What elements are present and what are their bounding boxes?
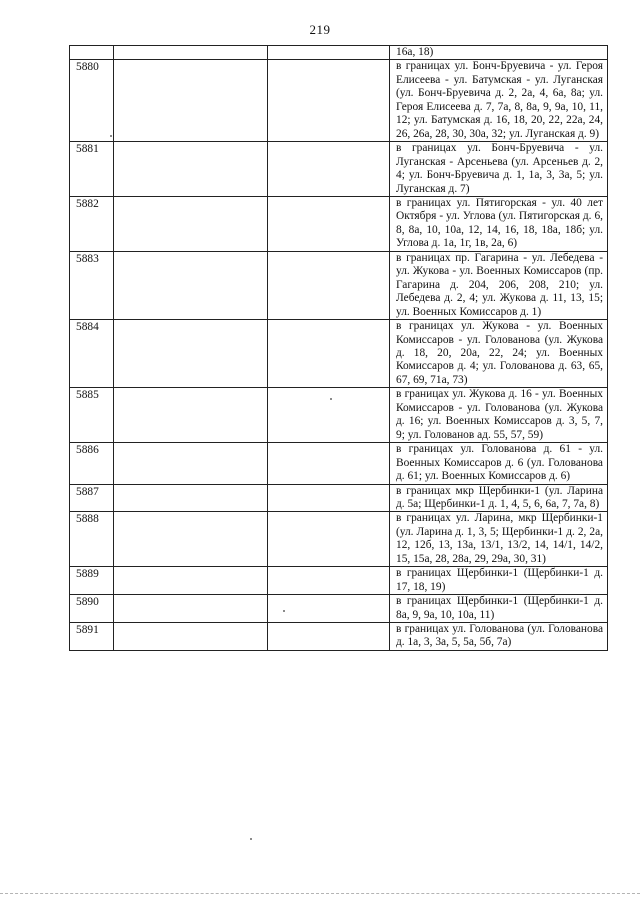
boundary-description: 16а, 18) bbox=[390, 46, 608, 60]
polling-station-number: 5882 bbox=[70, 196, 114, 251]
empty-cell bbox=[268, 196, 390, 251]
table-row bbox=[70, 595, 608, 623]
scan-artifact-line bbox=[0, 893, 640, 894]
polling-station-number: 5889 bbox=[70, 567, 114, 595]
polling-station-number: 5891 bbox=[70, 623, 114, 651]
polling-station-number: 5885 bbox=[70, 388, 114, 443]
boundary-description: в границах ул. Голованова (ул. Голованова д. 1а, 3, 3а, 5, 5а, 5б, 7а) bbox=[390, 623, 608, 651]
boundary-description: в границах ул. Пятигорская - ул. 40 лет Октября - ул. Углова (ул. Пятигорская д. 6, 8, 8а, 10, 10а, 12, 14, 16, 18, 18а, 18б; ул. Углова д. 1а, 1г, 1в, 2а, 6) bbox=[390, 196, 608, 251]
empty-cell bbox=[268, 484, 390, 512]
empty-cell bbox=[114, 251, 268, 319]
scan-speck bbox=[110, 135, 112, 137]
empty-cell bbox=[114, 196, 268, 251]
empty-cell bbox=[114, 60, 268, 142]
polling-station-number: 5883 bbox=[70, 251, 114, 319]
polling-station-number: 5881 bbox=[70, 142, 114, 197]
empty-cell bbox=[268, 251, 390, 319]
empty-cell bbox=[114, 46, 268, 60]
district-boundaries-table bbox=[69, 45, 607, 651]
empty-cell bbox=[268, 142, 390, 197]
boundary-description: в границах ул. Жукова - ул. Военных Комиссаров - ул. Голованова (ул. Жукова д. 18, 20, 20а, 22, 24; ул. Военных Комиссаров д. 4; ул. Голованова д. 63, 65, 67, 69, 71а, 73) bbox=[390, 320, 608, 388]
empty-cell bbox=[114, 595, 268, 623]
empty-cell bbox=[114, 443, 268, 484]
table-row bbox=[70, 623, 608, 651]
polling-station-number: 5880 bbox=[70, 60, 114, 142]
boundary-description: в границах ул. Бонч-Бруевича - ул. Луганская - Арсеньева (ул. Арсеньев д. 2, 4; ул. Бонч-Бруевича д. 1, 1а, 3, 3а, 5; ул. Луганская д. 7) bbox=[390, 142, 608, 197]
table-row bbox=[70, 60, 608, 142]
table-row bbox=[70, 196, 608, 251]
boundary-description: в границах Щербинки-1 (Щербинки-1 д. 17, 18, 19) bbox=[390, 567, 608, 595]
table-row bbox=[70, 567, 608, 595]
polling-station-number: 5890 bbox=[70, 595, 114, 623]
scan-speck bbox=[250, 838, 252, 840]
empty-cell bbox=[268, 320, 390, 388]
table-row bbox=[70, 251, 608, 319]
empty-cell bbox=[114, 320, 268, 388]
table-row bbox=[70, 46, 608, 60]
empty-cell bbox=[268, 567, 390, 595]
polling-station-number bbox=[70, 46, 114, 60]
empty-cell bbox=[114, 512, 268, 567]
polling-station-number: 5886 bbox=[70, 443, 114, 484]
empty-cell bbox=[268, 443, 390, 484]
table-row bbox=[70, 443, 608, 484]
polling-station-number: 5888 bbox=[70, 512, 114, 567]
empty-cell bbox=[268, 60, 390, 142]
empty-cell bbox=[268, 388, 390, 443]
empty-cell bbox=[114, 623, 268, 651]
table-row bbox=[70, 320, 608, 388]
scan-speck bbox=[330, 398, 332, 400]
table-row bbox=[70, 142, 608, 197]
boundary-description: в границах мкр Щербинки-1 (ул. Ларина д. 5а; Щербинки-1 д. 1, 4, 5, 6, 6а, 7, 7а, 8) bbox=[390, 484, 608, 512]
scan-speck bbox=[283, 610, 285, 612]
empty-cell bbox=[268, 623, 390, 651]
table-row bbox=[70, 512, 608, 567]
polling-station-number: 5884 bbox=[70, 320, 114, 388]
boundary-description: в границах ул. Ларина, мкр Щербинки-1 (ул. Ларина д. 1, 3, 5; Щербинки-1 д. 2, 2а, 12, 12б, 13, 13а, 13/1, 13/2, 14, 14/1, 14/2, 15, 15а, 28, 28а, 29, 29а, 30, 31) bbox=[390, 512, 608, 567]
empty-cell bbox=[268, 46, 390, 60]
table-row bbox=[70, 484, 608, 512]
boundary-description: в границах ул. Жукова д. 16 - ул. Военных Комиссаров - ул. Голованова (ул. Жукова д. 16; ул. Военных Комиссаров д. 3, 5, 7, 9; ул. Голованов ад. 55, 57, 59) bbox=[390, 388, 608, 443]
empty-cell bbox=[268, 512, 390, 567]
empty-cell bbox=[114, 388, 268, 443]
page-number: 219 bbox=[309, 22, 331, 37]
empty-cell bbox=[114, 567, 268, 595]
empty-cell bbox=[114, 484, 268, 512]
empty-cell bbox=[268, 595, 390, 623]
boundary-description: в границах Щербинки-1 (Щербинки-1 д. 8а, 9, 9а, 10, 10а, 11) bbox=[390, 595, 608, 623]
polling-station-number: 5887 bbox=[70, 484, 114, 512]
boundary-description: в границах пр. Гагарина - ул. Лебедева - ул. Жукова - ул. Военных Комиссаров (пр. Гагарина д. 204, 206, 208, 210; ул. Лебедева д. 2, 4; ул. Жукова д. 11, 13, 15; ул. Военных Комиссаров д. 1) bbox=[390, 251, 608, 319]
table-row bbox=[70, 388, 608, 443]
boundary-description: в границах ул. Голованова д. 61 - ул. Военных Комиссаров д. 6 (ул. Голованова д. 61; ул. Военных Комиссаров д. 6) bbox=[390, 443, 608, 484]
empty-cell bbox=[114, 142, 268, 197]
boundary-description: в границах ул. Бонч-Бруевича - ул. Героя Елисеева - ул. Батумская - ул. Луганская (ул. Бонч-Бруевича д. 2, 2а, 4, 6а, 8а; ул. Героя Елисеева д. 7, 7а, 8, 8а, 9, 9а, 10, 11, 12; ул. Батумская д. 16, 18, 20, 22, 22а, 24, 26, 26а, 28, 30, 30а, 32; ул. Луганская д. 9) bbox=[390, 60, 608, 142]
